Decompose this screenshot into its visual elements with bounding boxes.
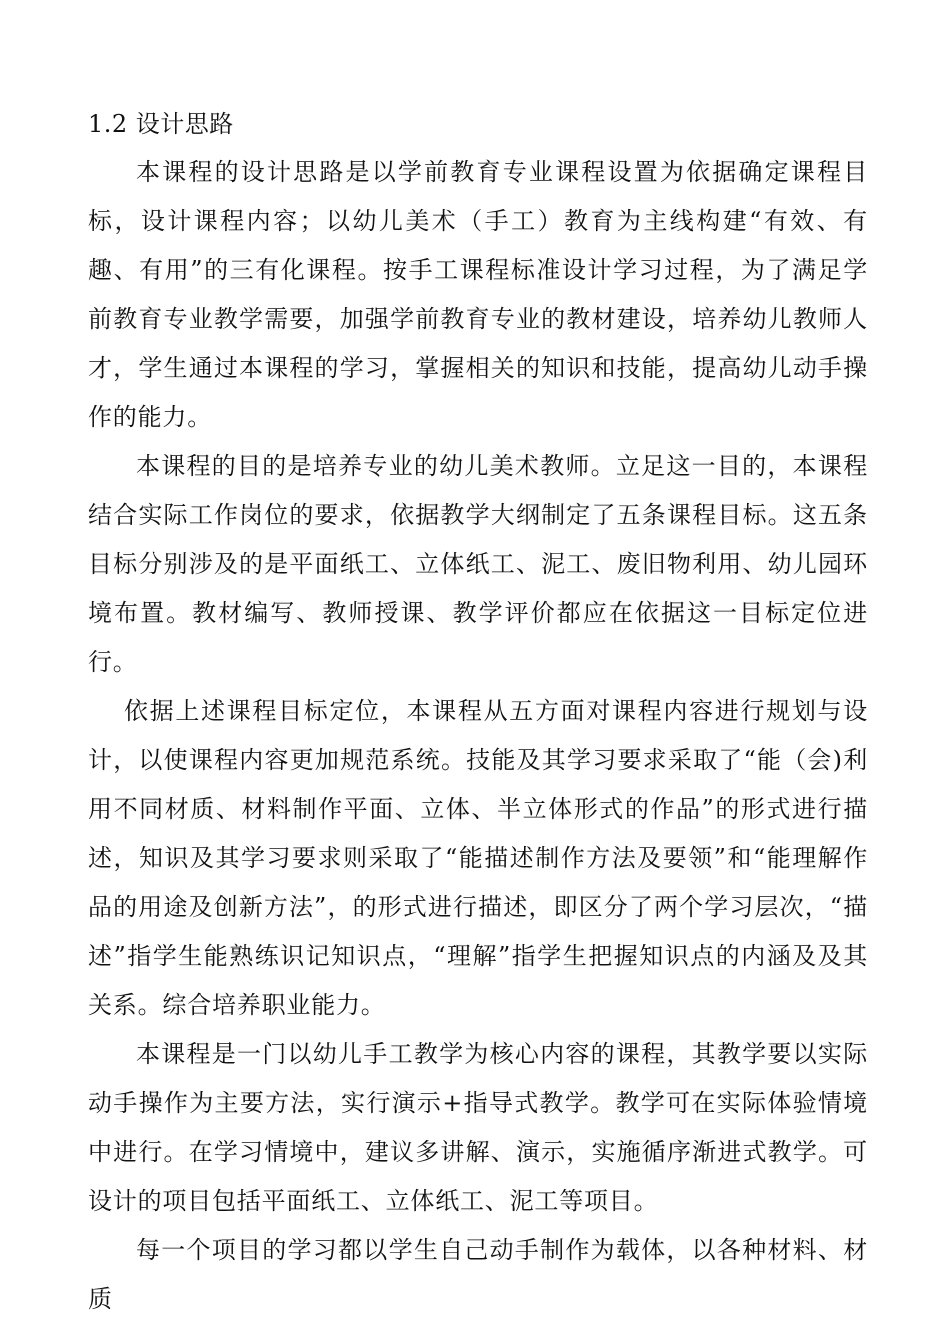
section-heading: 1.2 设计思路	[88, 110, 234, 138]
paragraph-content-planning: 依据上述课程目标定位，本课程从五方面对课程内容进行规划与设计，以使课程内容更加规范系统。技能及其学习要求采取了“能（会)利用不同材质、材料制作平面、立体、半立体形式的作品”的形式进行描述，知识及其学习要求则采取了“能描述制作方法及要领”和“能理解作品的用途及创新方法”，的形式进行描述，即区分了两个学习层次，“描述”指学生能熟练识记知识点，“理解”指学生把握知识点的内涵及及其关系。综合培养职业能力。	[88, 697, 868, 1019]
paragraph-course-goal: 本课程的目的是培养专业的幼儿美术教师。立足这一目的，本课程结合实际工作岗位的要求，依据教学大纲制定了五条课程目标。这五条目标分别涉及的是平面纸工、立体纸工、泥工、废旧物利用、幼儿园环境布置。教材编写、教师授课、教学评价都应在依据这一目标定位进行。	[88, 452, 868, 676]
document-body	[88, 100, 868, 1324]
paragraph-teaching-method: 本课程是一门以幼儿手工教学为核心内容的课程，其教学要以实际动手操作为主要方法，实行演示+指导式教学。教学可在实际体验情境中进行。在学习情境中，建议多讲解、演示，实施循序渐进式教学。可设计的项目包括平面纸工、立体纸工、泥工等项目。	[88, 1040, 868, 1215]
paragraph-project-learning: 每一个项目的学习都以学生自己动手制作为载体，以各种材料、材质	[88, 1236, 868, 1313]
paragraph-design-idea: 本课程的设计思路是以学前教育专业课程设置为依据确定课程目标，设计课程内容；以幼儿美术（手工）教育为主线构建“有效、有趣、有用”的三有化课程。按手工课程标准设计学习过程，为了满足学前教育专业教学需要，加强学前教育专业的教材建设，培养幼儿教师人才，学生通过本课程的学习，掌握相关的知识和技能，提高幼儿动手操作的能力。	[88, 158, 868, 431]
